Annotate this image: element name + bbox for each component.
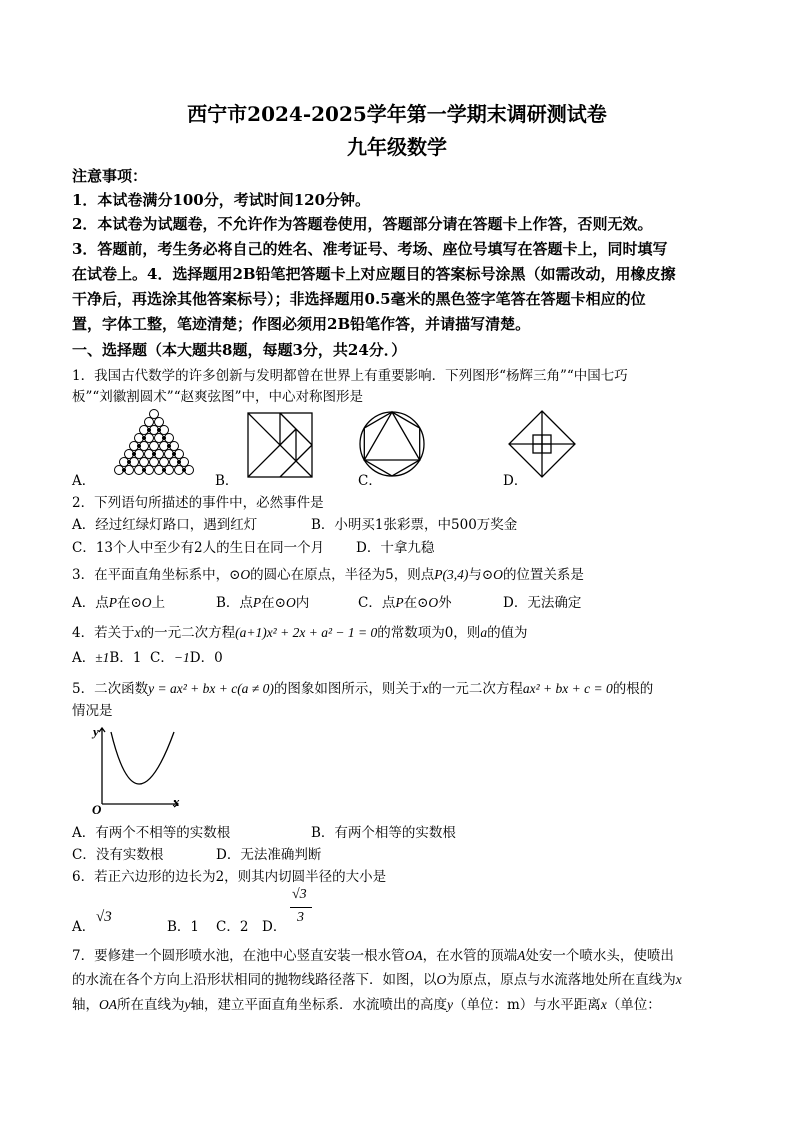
q1-line-1: 1．我国古代数学的许多创新与发明都曾在世界上有重要影响．下列图形“杨辉三角”“中国七巧 xyxy=(72,368,628,384)
q4-a-label: A． xyxy=(72,650,96,666)
q7-text-5: 为原点，原点与水流落地处所在直线为 xyxy=(446,972,676,988)
q1-option-d: D． xyxy=(503,473,528,489)
oa-segment: OA xyxy=(404,948,423,963)
q6-stem: 6．若正六边形的边长为2，则其内切圆半径的大小是 xyxy=(72,869,387,885)
q4-text-1: 4．若关于 xyxy=(72,625,135,641)
notes-line-1: 1．本试卷满分100分，考试时间120分钟。 xyxy=(72,191,371,209)
q1-option-b: B． xyxy=(215,473,239,489)
q4-c-label: C． xyxy=(150,650,174,666)
notes-line-2: 2．本试卷为试题卷，不允许作为答题卷使用，答题部分请在答题卡上作答，否则无效。 xyxy=(72,215,653,233)
q3-text-3: 与 xyxy=(468,567,482,583)
circle-o-symbol: ⊙O xyxy=(274,595,296,610)
q3-text-4: 的位置关系是 xyxy=(502,567,584,583)
liuhui-circle-figure xyxy=(358,410,426,478)
p-var: P xyxy=(252,595,262,610)
q6-option-b: B．1 xyxy=(167,919,200,935)
q3-option-a xyxy=(72,591,165,611)
oa-segment: OA xyxy=(99,997,117,1012)
q6-option-a-value: √3 xyxy=(96,909,112,925)
exam-subtitle: 九年级数学 xyxy=(347,135,447,159)
q3-c-label: C．点 xyxy=(358,595,396,611)
tangram-figure xyxy=(247,412,313,478)
q4-text-4: 的值为 xyxy=(487,625,528,641)
q3-text-1: 3．在平面直角坐标系中， xyxy=(72,567,230,583)
circle-o-symbol: ⊙O xyxy=(229,567,251,582)
q4-stem xyxy=(72,621,528,641)
circle-o-symbol: ⊙O xyxy=(130,595,152,610)
q2-option-b: B．小明买1张彩票，中500万奖金 xyxy=(311,517,518,533)
q4-options xyxy=(72,646,223,666)
q6-option-d-denominator: 3 xyxy=(297,910,304,925)
q6-option-a-label: A． xyxy=(72,919,96,935)
q1-line-2: 板”“刘徽割圆术”“赵爽弦图”中，中心对称图形是 xyxy=(72,389,364,405)
p-var: P xyxy=(395,595,404,610)
q3-stem xyxy=(72,563,584,583)
notes-line-3: 3．答题前，考生务必将自己的姓名、准考证号、考场、座位号填写在答题卡上，同时填写 xyxy=(72,240,668,258)
q3-a-label: A．点 xyxy=(72,595,109,611)
q7-text-1: 7．要修建一个圆形喷水池，在池中心竖直安装一根水管 xyxy=(72,948,405,964)
x-var: x xyxy=(134,625,141,640)
x-var: x xyxy=(675,972,682,987)
circle-o-symbol: ⊙O xyxy=(481,567,503,582)
q4-text-2: 的一元二次方程 xyxy=(140,625,236,641)
y-var: y xyxy=(447,997,453,1012)
a-var: a xyxy=(480,625,488,640)
q4-a-value: ±1 xyxy=(95,650,110,665)
q3-a-in: 在 xyxy=(117,595,131,611)
parabola-graph xyxy=(88,724,184,816)
q3-c-in: 在 xyxy=(403,595,418,611)
circle-o-symbol: ⊙O xyxy=(417,595,439,610)
q3-option-c xyxy=(358,591,452,611)
q5-text-1: 5．二次函数 xyxy=(72,681,149,697)
q3-a-tail: 上 xyxy=(151,595,166,611)
notes-line-5: 干净后，再选涂其他答案标号）；非选择题用0.5毫米的黑色签字笔答在答题卡相应的位 xyxy=(72,290,646,308)
q5-text-4: 的根的 xyxy=(612,681,654,697)
q7-text-7: 所在直线为 xyxy=(117,997,185,1013)
q5-stem xyxy=(72,677,653,697)
q3-b-label: B．点 xyxy=(216,595,253,611)
q6-option-d-numerator: √3 xyxy=(292,887,307,902)
q5-text-3: 的一元二次方程 xyxy=(428,681,523,697)
q3-c-tail: 外 xyxy=(438,595,452,611)
notes-line-6: 置，字体工整，笔迹清楚；作图必须用2B铅笔作答，并请描写清楚。 xyxy=(72,315,531,333)
x-var: x xyxy=(600,997,607,1012)
graph-origin-label: O xyxy=(92,802,102,817)
point-a: A xyxy=(517,948,526,963)
section-heading: 一、选择题（本大题共8题，每题3分，共24分．） xyxy=(72,341,407,359)
q5-function: y = ax² + bx + c(a ≠ 0) xyxy=(148,681,274,696)
x-var: x xyxy=(422,681,429,696)
q3-option-d: D．无法确定 xyxy=(503,595,582,611)
point-p-expr: P(3,4) xyxy=(434,567,469,582)
q7-text-10: （单位： xyxy=(606,997,661,1013)
q7-line-2 xyxy=(72,968,682,988)
q4-equation: (a+1)x² + 2x + a² − 1 = 0 xyxy=(235,625,378,640)
graph-y-label: y xyxy=(93,724,99,739)
q7-line-3 xyxy=(72,993,661,1013)
q5-line-2: 情况是 xyxy=(72,703,113,719)
graph-x-label: x xyxy=(173,794,180,809)
y-var: y xyxy=(184,997,191,1012)
q3-b-tail: 内 xyxy=(295,595,310,611)
q5-option-d: D．无法准确判断 xyxy=(216,847,322,863)
q5-text-2: 的图象如图所示，则关于 xyxy=(273,681,423,697)
q7-text-8: 轴，建立平面直角坐标系．水流喷出的高度 xyxy=(190,997,447,1013)
q4-option-d: D．0 xyxy=(189,650,223,666)
q5-equation: ax² + bx + c = 0 xyxy=(522,681,613,696)
q2-option-c: C．13个人中至少有2人的生日在同一个月 xyxy=(72,540,325,556)
q7-text-3: 处安一个喷水头，使喷出 xyxy=(525,948,674,964)
q5-option-a: A．有两个不相等的实数根 xyxy=(72,825,231,841)
q7-line-1 xyxy=(72,944,674,964)
exam-title: 西宁市2024-2025学年第一学期末调研测试卷 xyxy=(187,102,607,126)
q3-option-b xyxy=(216,591,309,611)
q1-option-c: C． xyxy=(358,473,382,489)
q4-option-b: B．1 xyxy=(109,650,142,666)
q2-option-a: A．经过红绿灯路口，遇到红灯 xyxy=(72,517,258,533)
q6-option-c: C．2 xyxy=(216,919,249,935)
q2-stem: 2．下列语句所描述的事件中，必然事件是 xyxy=(72,495,324,511)
q7-text-4: 的水流在各个方向上沿形状相同的抛物线路径落下．如图，以 xyxy=(72,972,437,988)
point-o: O xyxy=(436,972,447,987)
q3-b-in: 在 xyxy=(261,595,275,611)
q6-option-d-label: D． xyxy=(262,919,287,935)
q4-text-3: 的常数项为0，则 xyxy=(377,625,481,641)
q7-text-2: ，在水管的顶端 xyxy=(422,948,518,964)
p-var: P xyxy=(108,595,117,610)
q1-option-a: A． xyxy=(72,473,96,489)
q7-text-6: 轴， xyxy=(72,997,99,1013)
q5-option-c: C．没有实数根 xyxy=(72,847,164,863)
q5-option-b: B．有两个相等的实数根 xyxy=(311,825,456,841)
notes-line-4: 在试卷上。4．选择题用2B铅笔把答题卡上对应题目的答案标号涂黑（如需改动，用橡皮擦 xyxy=(72,265,676,283)
yanghui-triangle-figure xyxy=(98,408,210,480)
q6-fraction-bar xyxy=(290,907,312,908)
q3-text-2: 的圆心在原点，半径为5，则点 xyxy=(250,567,435,583)
q4-c-value: −1 xyxy=(173,650,190,665)
q7-text-9: （单位：m）与水平距离 xyxy=(453,997,601,1013)
notes-heading: 注意事项： xyxy=(72,167,148,185)
q2-option-d: D．十拿九稳 xyxy=(356,540,435,556)
